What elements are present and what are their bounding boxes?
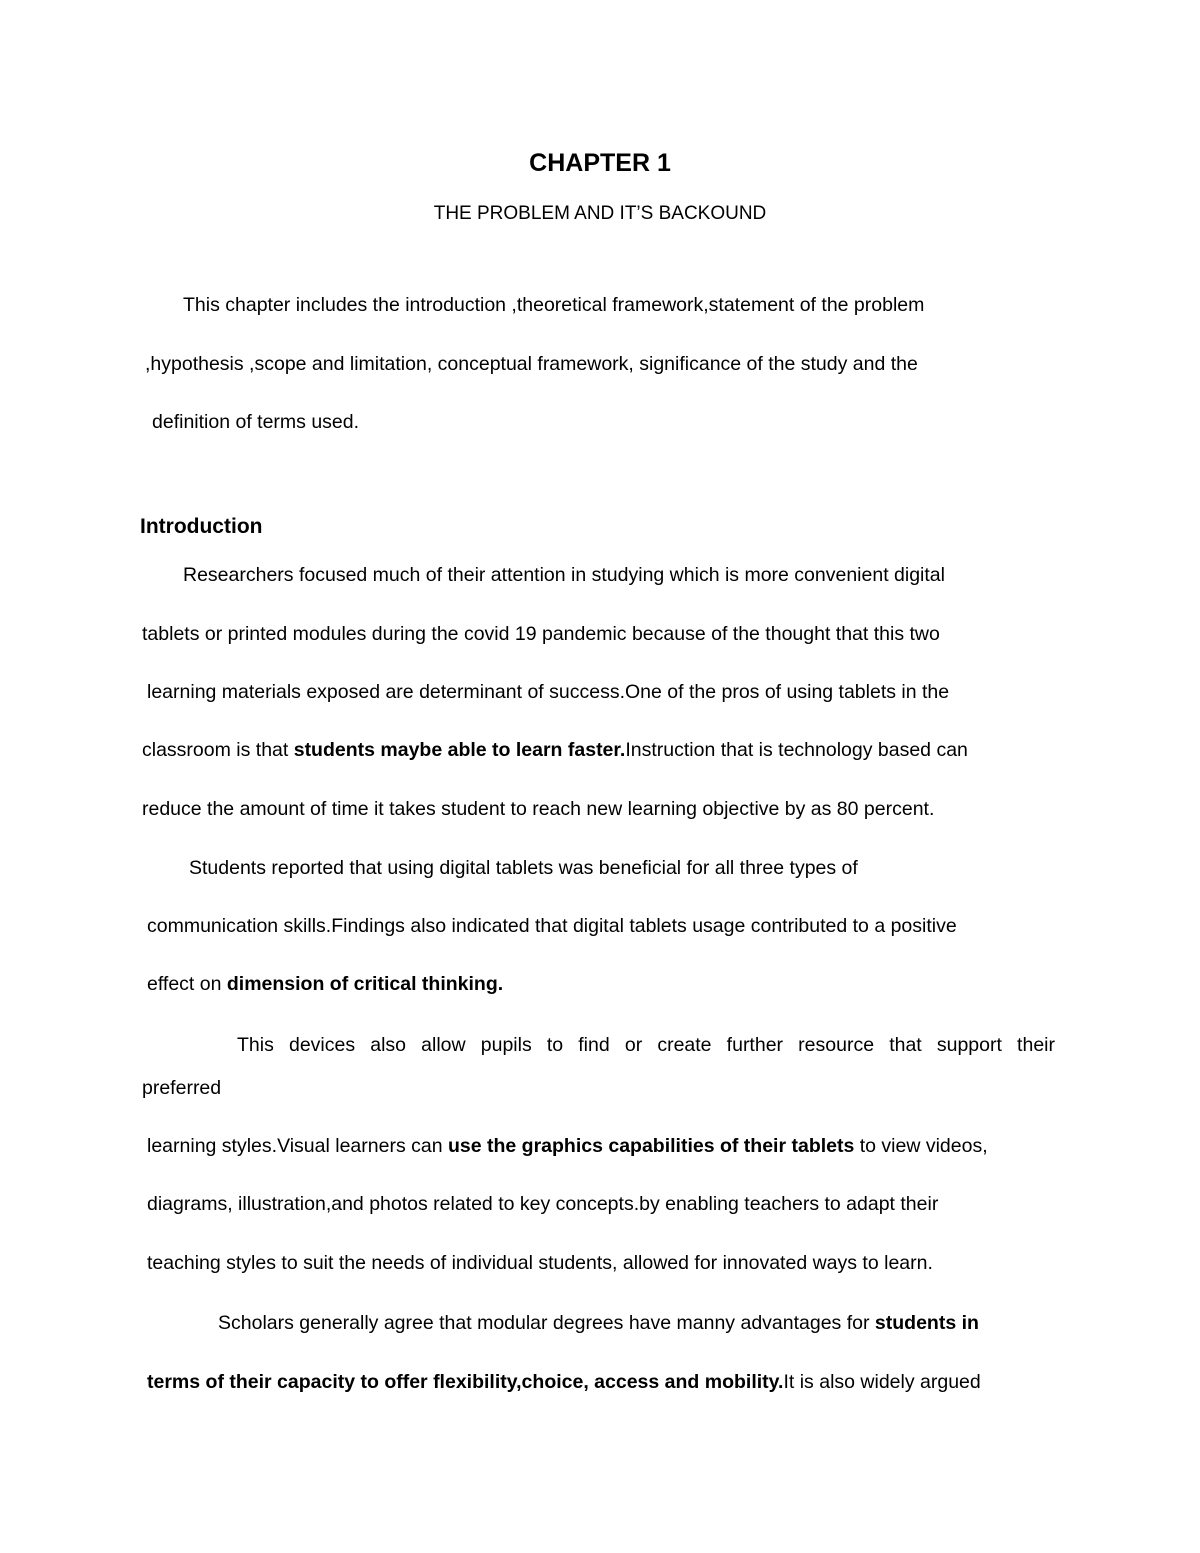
- p3-line-2: preferred: [142, 1077, 222, 1099]
- p4-line-1-emphasis: students in: [874, 1312, 979, 1334]
- chapter-subtitle: THE PROBLEM AND IT’S BACKOUND: [433, 203, 767, 224]
- intro-line-2: ,hypothesis ,scope and limitation, conceptual framework, significance of the study and the: [145, 353, 918, 375]
- p3-line-3: [147, 1134, 988, 1158]
- chapter-title: CHAPTER 1: [529, 149, 671, 177]
- intro-line-3: definition of terms used.: [152, 411, 360, 433]
- p4-line-1-text: Scholars generally agree that modular degrees have manny advantages for: [218, 1312, 875, 1334]
- p1-line-5: reduce the amount of time it takes student to reach new learning objective by as 80 percent.: [142, 798, 935, 820]
- p4-line-1: [218, 1311, 979, 1335]
- p1-line-4-emphasis: students maybe able to learn faster.: [293, 739, 626, 761]
- p2-line-2: communication skills.Findings also indicated that digital tablets usage contributed to a positive: [147, 915, 957, 937]
- intro-line-1: This chapter includes the introduction ,theoretical framework,statement of the problem: [183, 294, 925, 316]
- p3-line-3-text-end: to view videos,: [854, 1135, 988, 1157]
- p3-line-3-text: learning styles.Visual learners can: [147, 1135, 448, 1157]
- p4-line-2-emphasis: terms of their capacity to offer flexibility,choice, access and mobility.: [147, 1371, 784, 1393]
- p1-line-3: learning materials exposed are determinant of success.One of the pros of using tablets in the: [147, 681, 950, 703]
- p4-line-2: [147, 1370, 981, 1394]
- p1-line-4: [142, 738, 968, 762]
- p2-line-3-text: effect on: [147, 973, 227, 995]
- p3-line-5: teaching styles to suit the needs of individual students, allowed for innovated ways to learn.: [147, 1252, 933, 1274]
- p4-line-2-text: It is also widely argued: [783, 1371, 981, 1393]
- p1-line-1: Researchers focused much of their attention in studying which is more convenient digital: [183, 564, 945, 586]
- p2-line-3-emphasis: dimension of critical thinking.: [226, 973, 504, 995]
- introduction-heading: Introduction: [140, 515, 263, 538]
- p2-line-1: Students reported that using digital tablets was beneficial for all three types of: [189, 857, 858, 879]
- p2-line-3: [147, 972, 503, 996]
- p3-line-4: diagrams, illustration,and photos related to key concepts.by enabling teachers to adapt their: [147, 1193, 939, 1215]
- p3-line-1: This devices also allow pupils to find or create further resource that support their: [237, 1034, 1055, 1056]
- p1-line-4-text: classroom is that: [142, 739, 294, 761]
- p3-line-3-emphasis: use the graphics capabilities of their tablets: [447, 1135, 855, 1157]
- p1-line-4-text-end: Instruction that is technology based can: [625, 739, 968, 761]
- p1-line-2: tablets or printed modules during the covid 19 pandemic because of the thought that this two: [142, 623, 940, 645]
